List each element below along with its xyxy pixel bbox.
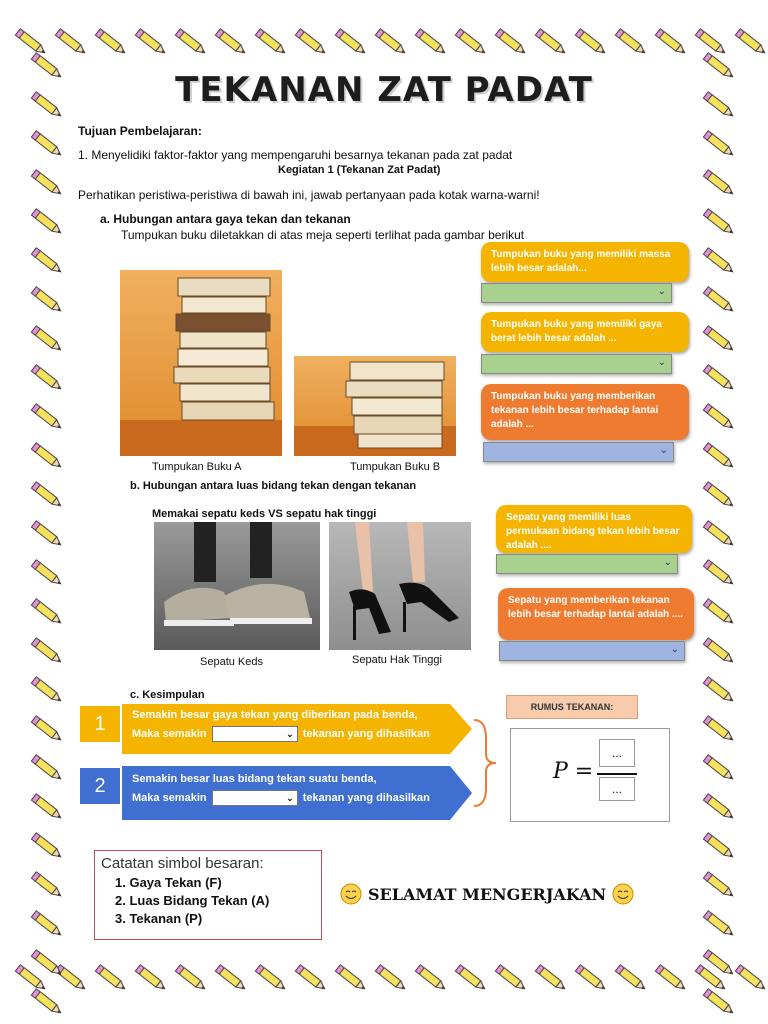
conclusion-2-dropdown[interactable] bbox=[212, 790, 298, 806]
pencil-icon bbox=[28, 947, 72, 986]
fraction-bar bbox=[597, 773, 637, 775]
pencil-icon bbox=[28, 791, 72, 830]
pencil-icon bbox=[572, 26, 612, 70]
chevron-down-icon: ⌄ bbox=[286, 793, 294, 804]
pencil-icon bbox=[412, 26, 452, 70]
pencil-icon bbox=[700, 479, 744, 518]
answer-a2-dropdown[interactable] bbox=[481, 354, 672, 374]
pencil-icon bbox=[172, 962, 212, 1006]
page-title: TEKANAN ZAT PADAT bbox=[175, 70, 593, 110]
objectives-heading: Tujuan Pembelajaran: bbox=[78, 124, 202, 138]
pencil-icon bbox=[28, 167, 72, 206]
chevron-down-icon: ⌄ bbox=[657, 286, 666, 297]
section-b-heading: b. Hubungan antara luas bidang tekan dengan tekanan bbox=[130, 480, 417, 492]
conclusion-1-text bbox=[122, 704, 462, 748]
caption-stack-b: Tumpukan Buku B bbox=[350, 461, 441, 473]
pencil-icon bbox=[700, 908, 744, 947]
pencil-icon bbox=[92, 26, 132, 70]
conclusion-2-text bbox=[122, 768, 462, 812]
pencil-icon bbox=[28, 557, 72, 596]
pencil-icon bbox=[132, 26, 172, 70]
answer-b2-dropdown[interactable] bbox=[499, 641, 685, 661]
pencil-icon bbox=[700, 986, 744, 1024]
instruction: Perhatikan peristiwa-peristiwa di bawah ini, jawab pertanyaan pada kotak warna-warni! bbox=[78, 188, 540, 202]
section-b-subheading: Memakai sepatu keds VS sepatu hak tinggi bbox=[152, 508, 377, 520]
pencil-icon bbox=[652, 962, 692, 1006]
pencil-icon bbox=[28, 830, 72, 869]
pencil-icon bbox=[132, 962, 172, 1006]
pencil-icon bbox=[28, 362, 72, 401]
pencil-icon bbox=[28, 206, 72, 245]
notes-box bbox=[94, 850, 322, 940]
notes-item-3: 3. Tekanan (P) bbox=[115, 911, 203, 926]
pencil-icon bbox=[492, 26, 532, 70]
conclusion-2-post: tekanan yang dihasilkan bbox=[302, 792, 430, 804]
pencil-icon bbox=[700, 245, 744, 284]
sneakers-image bbox=[154, 522, 320, 650]
notes-item-2: 2. Luas Bidang Tekan (A) bbox=[115, 893, 270, 908]
pencil-icon bbox=[28, 323, 72, 362]
pencil-icon bbox=[492, 962, 532, 1006]
pencil-icon bbox=[28, 128, 72, 167]
pencil-icon bbox=[700, 206, 744, 245]
pencil-icon bbox=[332, 26, 372, 70]
pencil-icon bbox=[700, 869, 744, 908]
pencil-icon bbox=[28, 596, 72, 635]
formula-box bbox=[510, 728, 670, 822]
section-a-description: Tumpukan buku diletakkan di atas meja seperti terlihat pada gambar berikut bbox=[121, 228, 525, 242]
pencil-icon bbox=[700, 401, 744, 440]
pencil-icon bbox=[292, 26, 332, 70]
conclusion-2-number: 2 bbox=[80, 768, 120, 804]
pencil-icon bbox=[532, 26, 572, 70]
conclusion-2-line2 bbox=[132, 789, 462, 808]
question-b2-box: Sepatu yang memberikan tekanan lebih besar terhadap lantai adalah .... bbox=[498, 588, 694, 640]
pencil-icon bbox=[28, 986, 72, 1024]
question-a2-box: Tumpukan buku yang memiliki gaya berat lebih besar adalah ... bbox=[481, 312, 689, 352]
pencil-icon bbox=[700, 791, 744, 830]
pencil-icon bbox=[700, 830, 744, 869]
answer-a1-dropdown[interactable] bbox=[481, 283, 672, 303]
pencil-icon bbox=[92, 962, 132, 1006]
conclusion-2-line1: Semakin besar luas bidang tekan suatu benda, bbox=[132, 773, 377, 785]
pencil-icon bbox=[700, 557, 744, 596]
pencil-icon bbox=[372, 962, 412, 1006]
numerator-dropdown[interactable]: ... bbox=[599, 739, 635, 767]
pencil-icon bbox=[28, 869, 72, 908]
formula-label: RUMUS TEKANAN: bbox=[506, 695, 638, 719]
answer-b1-dropdown[interactable] bbox=[496, 554, 678, 574]
caption-stack-a: Tumpukan Buku A bbox=[152, 461, 242, 473]
book-stack-a-image bbox=[120, 270, 282, 456]
question-a3-box: Tumpukan buku yang memberikan tekanan lebih besar terhadap lantai adalah ... bbox=[481, 384, 689, 440]
pencil-icon bbox=[252, 26, 292, 70]
pencil-icon bbox=[28, 479, 72, 518]
pencil-icon bbox=[212, 962, 252, 1006]
pencil-border-right bbox=[700, 44, 744, 980]
pencil-icon bbox=[700, 440, 744, 479]
section-a-heading: a. Hubungan antara gaya tekan dan tekanan bbox=[100, 212, 351, 226]
smiley-icon bbox=[612, 883, 634, 905]
pencil-icon bbox=[700, 635, 744, 674]
question-b1-box: Sepatu yang memiliki luas permukaan bidang tekan lebih besar adalah .... bbox=[496, 505, 692, 553]
conclusion-1-line2 bbox=[132, 725, 462, 744]
pencil-icon bbox=[212, 26, 252, 70]
caption-keds: Sepatu Keds bbox=[200, 656, 263, 668]
pencil-icon bbox=[292, 962, 332, 1006]
pencil-icon bbox=[28, 908, 72, 947]
pencil-icon bbox=[700, 674, 744, 713]
pencil-icon bbox=[172, 26, 212, 70]
pencil-icon bbox=[452, 962, 492, 1006]
pencil-icon bbox=[28, 518, 72, 557]
pencil-icon bbox=[700, 518, 744, 557]
conclusion-1-post: tekanan yang dihasilkan bbox=[302, 728, 430, 740]
pencil-icon bbox=[372, 26, 412, 70]
pencil-border-bottom bbox=[0, 962, 768, 1006]
notes-item-1: 1. Gaya Tekan (F) bbox=[115, 875, 222, 890]
conclusion-1-dropdown[interactable] bbox=[212, 726, 298, 742]
pencil-icon bbox=[28, 752, 72, 791]
section-c-heading: c. Kesimpulan bbox=[130, 689, 205, 701]
pencil-icon bbox=[332, 962, 372, 1006]
pencil-icon bbox=[700, 713, 744, 752]
high-heels-image bbox=[329, 522, 471, 650]
pencil-icon bbox=[700, 752, 744, 791]
pencil-icon bbox=[252, 962, 292, 1006]
pencil-icon bbox=[28, 440, 72, 479]
pencil-icon bbox=[612, 962, 652, 1006]
pencil-icon bbox=[700, 128, 744, 167]
chevron-down-icon: ⌄ bbox=[657, 357, 666, 368]
closing-message bbox=[340, 882, 634, 906]
question-a1-box: Tumpukan buku yang memiliki massa lebih besar adalah... bbox=[481, 242, 689, 282]
pencil-icon bbox=[612, 26, 652, 70]
pencil-icon bbox=[572, 962, 612, 1006]
pencil-icon bbox=[28, 713, 72, 752]
pencil-border-left bbox=[28, 44, 72, 980]
denominator-dropdown[interactable]: ... bbox=[599, 777, 635, 801]
conclusion-2-pre: Maka semakin bbox=[132, 792, 207, 804]
conclusion-1-pre: Maka semakin bbox=[132, 728, 207, 740]
chevron-down-icon: ⌄ bbox=[663, 557, 672, 568]
pencil-border-top bbox=[0, 26, 768, 70]
pencil-icon bbox=[700, 323, 744, 362]
objective-1: 1. Menyelidiki faktor-faktor yang mempengaruhi besarnya tekanan pada zat padat bbox=[78, 148, 513, 162]
pencil-icon bbox=[652, 26, 692, 70]
pencil-icon bbox=[700, 947, 744, 986]
chevron-down-icon: ⌄ bbox=[670, 644, 679, 655]
pencil-icon bbox=[700, 284, 744, 323]
activity-title: Kegiatan 1 (Tekanan Zat Padat) bbox=[278, 164, 441, 176]
formula-lhs: P = bbox=[553, 759, 594, 784]
book-stack-b-image bbox=[294, 356, 456, 456]
brace-icon bbox=[472, 718, 498, 808]
pencil-icon bbox=[28, 635, 72, 674]
pencil-icon bbox=[28, 674, 72, 713]
closing-text: SELAMAT MENGERJAKAN bbox=[368, 884, 607, 904]
chevron-down-icon: ⌄ bbox=[286, 729, 294, 740]
conclusion-1-line1: Semakin besar gaya tekan yang diberikan pada benda, bbox=[132, 709, 418, 721]
smiley-icon bbox=[340, 883, 362, 905]
pencil-icon bbox=[700, 596, 744, 635]
pencil-icon bbox=[532, 962, 572, 1006]
pencil-icon bbox=[700, 362, 744, 401]
pencil-icon bbox=[28, 284, 72, 323]
pencil-icon bbox=[28, 245, 72, 284]
pencil-icon bbox=[412, 962, 452, 1006]
chevron-down-icon: ⌄ bbox=[659, 445, 668, 456]
pencil-icon bbox=[28, 401, 72, 440]
answer-a3-dropdown[interactable] bbox=[483, 442, 674, 462]
pencil-icon bbox=[700, 167, 744, 206]
notes-heading: Catatan simbol besaran: bbox=[101, 855, 264, 872]
pencil-icon bbox=[452, 26, 492, 70]
caption-heels: Sepatu Hak Tinggi bbox=[352, 654, 442, 666]
conclusion-1-number: 1 bbox=[80, 706, 120, 742]
